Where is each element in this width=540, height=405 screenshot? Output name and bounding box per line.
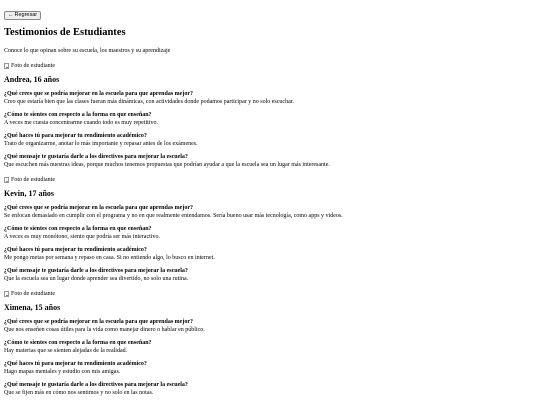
photo-alt-text: Foto de estudiante: [11, 63, 55, 69]
qa-item: [4, 361, 536, 376]
question: ¿Qué mensaje te gustaría darle a los directivos para mejorar la escuela?: [4, 382, 188, 388]
answer: Que nos enseñen cosas útiles para la vida como manejar dinero o hablar en público.: [4, 326, 205, 333]
qa-item: [4, 112, 536, 127]
answer: Que se fijen más en cómo nos sentimos y no solo en las notas.: [4, 389, 154, 396]
qa-item: [4, 247, 536, 262]
question: ¿Qué crees que se podría mejorar en la escuela para que aprendas mejor?: [4, 205, 193, 211]
qa-item: [4, 133, 536, 148]
question: ¿Qué crees que se podría mejorar en la escuela para que aprendas mejor?: [4, 319, 193, 325]
question: ¿Qué haces tú para mejorar tu rendimiento académico?: [4, 361, 147, 367]
question: ¿Qué haces tú para mejorar tu rendimiento académico?: [4, 133, 147, 139]
student-name: Kevin, 17 años: [4, 189, 55, 198]
qa-item: [4, 91, 536, 106]
answer: A veces es muy monótono, siento que podría ser más interactivo.: [4, 233, 160, 240]
answer: Que escuchen más nuestras ideas, porque muchos tenemos propuestas que podrían ayudar a que la escuela sea un lugar más interesante.: [4, 161, 330, 168]
qa-item: [4, 226, 536, 241]
answer: Trato de organizarme, anotar lo más importante y repasar antes de los exámenes.: [4, 140, 198, 147]
qa-item: [4, 205, 536, 220]
broken-image-icon: [4, 291, 9, 297]
page-subtitle: Conoce lo que opinan sobre su escuela, los maestros y su aprendizaje: [4, 48, 171, 54]
student-photo: [4, 62, 536, 70]
answer: Hay materias que se sienten alejadas de la realidad.: [4, 347, 128, 354]
broken-image-icon: [4, 177, 9, 183]
question: ¿Cómo te sientes con respecto a la forma en que enseñan?: [4, 112, 152, 118]
qa-item: [4, 319, 536, 334]
question: ¿Qué mensaje te gustaría darle a los directivos para mejorar la escuela?: [4, 154, 188, 160]
answer: Creo que estaría bien que las clases fueran más dinámicas, con actividades donde podamos participar y no solo escuchar.: [4, 98, 294, 105]
answer: Se enfocan demasiado en cumplir con el programa y no en que realmente entendamos. Sería bueno usar más tecnología, como apps y videos.: [4, 212, 343, 219]
back-arrow-icon: ←: [8, 12, 14, 18]
question: ¿Qué mensaje te gustaría darle a los directivos para mejorar la escuela?: [4, 268, 188, 274]
back-button[interactable]: [4, 11, 41, 20]
answer: Que la escuela sea un lugar donde aprender sea divertido, no solo una rutina.: [4, 275, 189, 282]
student-photo: [4, 176, 536, 184]
answer: A veces me cuesta concentrarme cuando todo es muy repetitivo.: [4, 119, 158, 126]
photo-alt-text: Foto de estudiante: [11, 291, 55, 297]
testimonial-andrea: [4, 62, 536, 169]
student-photo: [4, 290, 536, 298]
back-button-label: Regresar: [14, 12, 38, 18]
qa-item: [4, 154, 536, 169]
page-title: Testimonios de Estudiantes: [4, 27, 126, 38]
question: ¿Cómo te sientes con respecto a la forma en que enseñan?: [4, 226, 152, 232]
page: [4, 3, 536, 397]
student-name: Andrea, 16 años: [4, 75, 60, 84]
photo-alt-text: Foto de estudiante: [11, 177, 55, 183]
qa-item: [4, 268, 536, 283]
question: ¿Qué haces tú para mejorar tu rendimiento académico?: [4, 247, 147, 253]
question: ¿Qué crees que se podría mejorar en la escuela para que aprendas mejor?: [4, 91, 193, 97]
answer: Me pongo metas por semana y repaso en casa. Si no entiendo algo, lo busco en internet.: [4, 254, 215, 261]
broken-image-icon: [4, 63, 9, 69]
testimonial-ximena: [4, 290, 536, 397]
qa-item: [4, 382, 536, 397]
student-name: Ximena, 15 años: [4, 303, 61, 312]
testimonial-kevin: [4, 176, 536, 283]
question: ¿Cómo te sientes con respecto a la forma en que enseñan?: [4, 340, 152, 346]
answer: Hago mapas mentales y estudio con mis amigas.: [4, 368, 121, 375]
qa-item: [4, 340, 536, 355]
